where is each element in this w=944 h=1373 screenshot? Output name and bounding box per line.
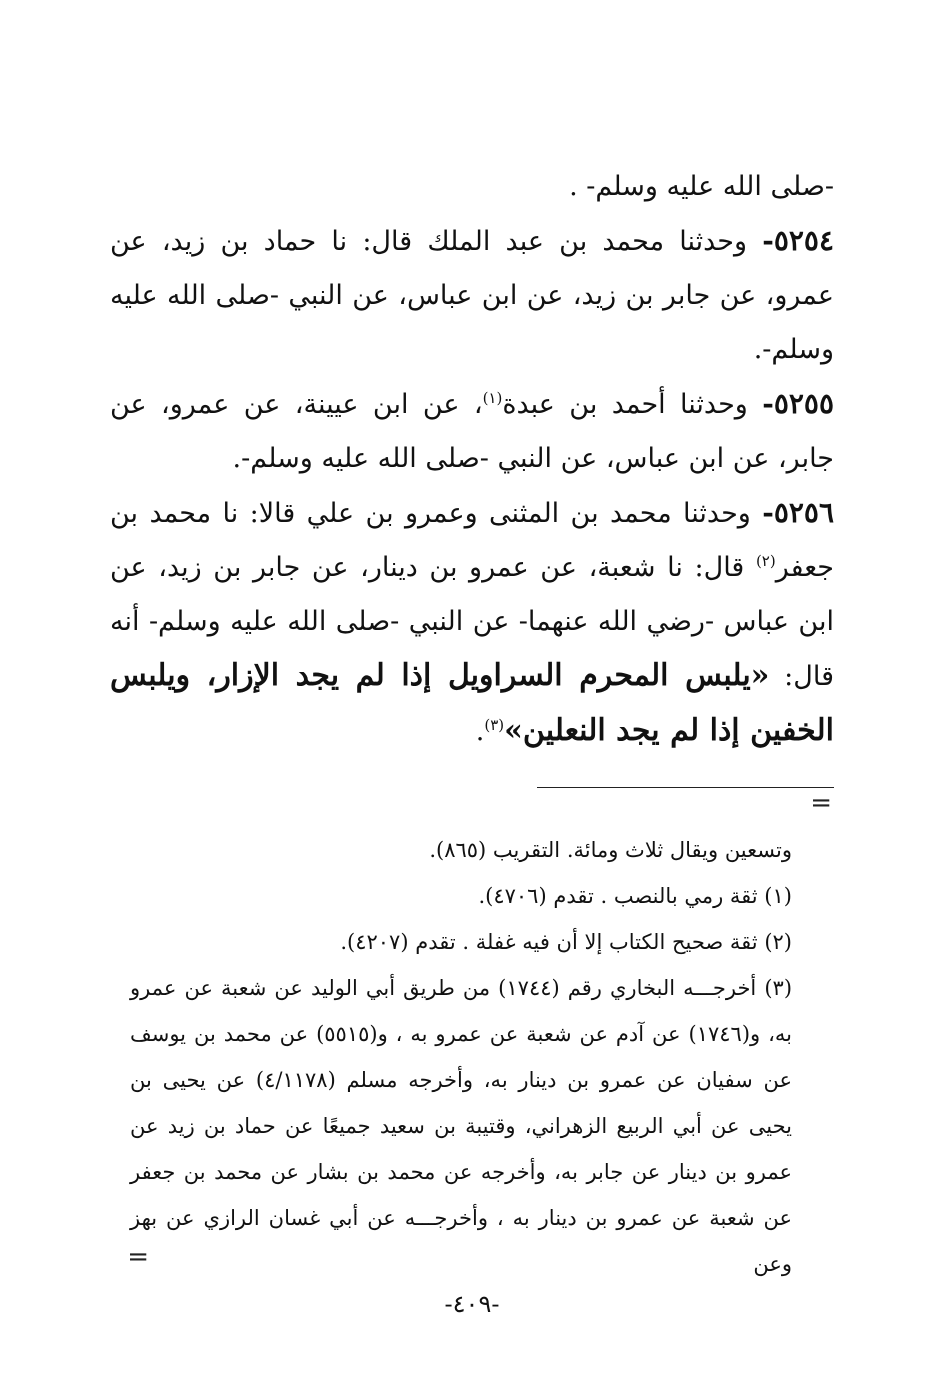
hadith-quote: «يلبس المحرم السراويل إذا لم يجد الإزار، ويلبس الخفين إذا لم يجد النعلين» xyxy=(110,658,834,748)
hadith-text: وحدثنا محمد بن المثنى وعمرو بن علي قالا: نا محمد بن جعفر xyxy=(110,498,834,583)
footnote-continuation: وتسعين ويقال ثلاث ومائة. التقريب (٨٦٥). xyxy=(429,838,792,862)
continuation-mark-bottom: = xyxy=(127,1242,149,1272)
hadith-number: ٥٢٥٥- xyxy=(762,387,834,420)
hadith-number: ٥٢٥٤- xyxy=(762,224,834,257)
hadith-text: قال: نا شعبة، عن عمرو بن دينار، عن جابر بن زيد، عن ابن عباس -رضي الله عنهما- عن النبي -صلى الله عليه وسلم- أنه قال: xyxy=(110,552,834,692)
intro-line: -صلى الله عليه وسلم- . xyxy=(569,171,834,202)
footnote-3: (٣) أخرجـــه البخاري رقم (١٧٤٤) من طريق أبي الوليد عن شعبة عن عمرو به، و(١٧٤٦) عن آدم عن شعبة عن عمرو به ، و(٥٥١٥) عن محمد بن يوسف عن سفيان عن عمرو بن دينار به، وأخرجه مسلم (٤/١١٧٨) عن يحيى بن يحيى عن أبي الربيع الزهراني، وقتيبة بن سعيد جميعًا عن حماد بن زيد عن عمرو بن دينار عن جابر به، وأخرجه عن محمد بن بشار عن محمد بن جعفر عن شعبة عن عمرو بن دينار به ، وأخرجـــه عن أبي غسان الرازي عن بهز وعن xyxy=(130,976,793,1276)
hadith-text: وحدثنا أحمد بن عبدة xyxy=(502,389,748,420)
main-text xyxy=(110,160,834,759)
hadith-5254 xyxy=(110,214,834,377)
footnotes xyxy=(130,827,792,1287)
footnote-ref: (٣) xyxy=(484,716,505,734)
hadith-text: وحدثنا محمد بن عبد الملك قال: نا حماد بن زيد، عن عمرو، عن جابر بن زيد، عن ابن عباس، عن النبي -صلى الله عليه وسلم-. xyxy=(110,226,834,365)
hadith-number: ٥٢٥٦- xyxy=(762,496,834,529)
hadith-5255 xyxy=(110,377,834,486)
footnote-ref: (٢) xyxy=(755,552,776,570)
footnote-separator xyxy=(537,787,834,788)
page-number: -٤٠٩- xyxy=(444,1290,500,1318)
hadith-text: ، عن ابن عيينة، عن عمرو، عن جابر، عن ابن عباس، عن النبي -صلى الله عليه وسلم-. xyxy=(110,389,834,474)
footnote-2: (٢) ثقة صحيح الكتاب إلا أن فيه غفلة . تقدم (٤٢٠٧). xyxy=(340,930,792,954)
footnote-1: (١) ثقة رمي بالنصب . تقدم (٤٧٠٦). xyxy=(478,884,792,908)
continuation-mark-top: = xyxy=(810,788,832,818)
footnote-ref: (١) xyxy=(482,389,503,407)
hadith-5256 xyxy=(110,486,834,759)
hadith-end: . xyxy=(475,716,485,747)
